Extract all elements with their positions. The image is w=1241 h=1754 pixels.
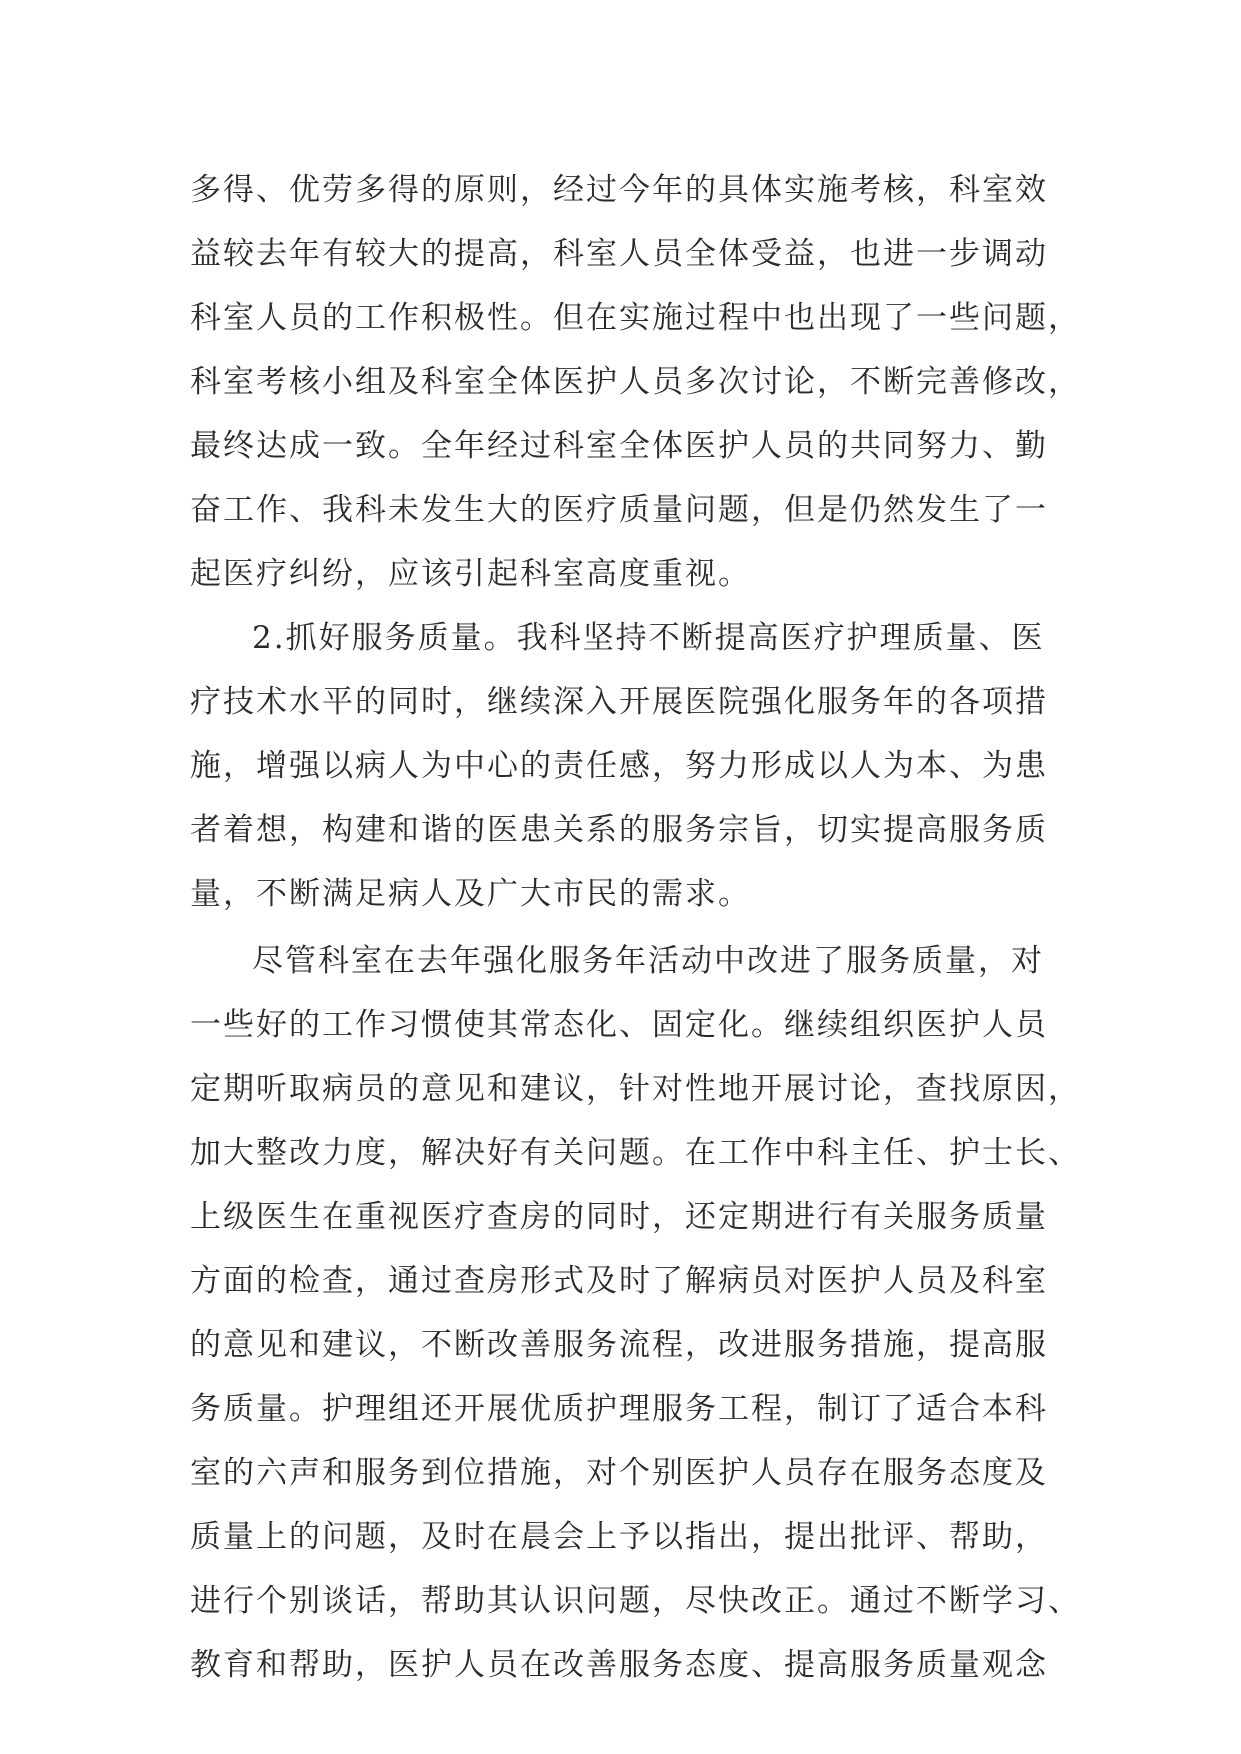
text-line: 量，不断满足病人及广大市民的需求。: [190, 876, 751, 912]
text-line: 益较去年有较大的提高，科室人员全体受益，也进一步调动: [190, 236, 1048, 272]
text-line: 科室考核小组及科室全体医护人员多次讨论，不断完善修改，: [190, 364, 1081, 400]
text-line: 疗技术水平的同时，继续深入开展医院强化服务年的各项措: [190, 684, 1048, 720]
text-line: 质量上的问题，及时在晨会上予以指出，提出批评、帮助，: [190, 1519, 1048, 1555]
text-line: 科室人员的工作积极性。但在实施过程中也出现了一些问题，: [190, 300, 1081, 336]
text-line: 者着想，构建和谐的医患关系的服务宗旨，切实提高服务质: [190, 812, 1048, 848]
text-line: 进行个别谈话，帮助其认识问题，尽快改正。通过不断学习、: [190, 1583, 1081, 1619]
text-line: 施，增强以病人为中心的责任感，努力形成以人为本、为患: [190, 748, 1048, 784]
text-line: 教育和帮助，医护人员在改善服务态度、提高服务质量观念: [190, 1647, 1048, 1683]
document-body: [190, 158, 1090, 1697]
text-line: 一些好的工作习惯使其常态化、固定化。继续组织医护人员: [190, 1007, 1048, 1043]
paragraph-start-line: 尽管科室在去年强化服务年活动中改进了服务质量，对: [252, 943, 1044, 979]
text-line: 定期听取病员的意见和建议，针对性地开展讨论，查找原因，: [190, 1071, 1081, 1107]
text-line: 方面的检查，通过查房形式及时了解病员对医护人员及科室: [190, 1263, 1048, 1299]
text-line: 最终达成一致。全年经过科室全体医护人员的共同努力、勤: [190, 428, 1048, 464]
text-line: 奋工作、我科未发生大的医疗质量问题，但是仍然发生了一: [190, 492, 1048, 528]
text-line: 的意见和建议，不断改善服务流程，改进服务措施，提高服: [190, 1327, 1048, 1363]
text-line: 加大整改力度，解决好有关问题。在工作中科主任、护士长、: [190, 1135, 1081, 1171]
paragraph-start-line: 2.抓好服务质量。我科坚持不断提高医疗护理质量、医: [252, 620, 1045, 656]
text-line: 起医疗纠纷，应该引起科室高度重视。: [190, 556, 751, 592]
text-line: 室的六声和服务到位措施，对个别医护人员存在服务态度及: [190, 1455, 1048, 1491]
text-line: 上级医生在重视医疗查房的同时，还定期进行有关服务质量: [190, 1199, 1048, 1235]
text-line: 多得、优劳多得的原则，经过今年的具体实施考核，科室效: [190, 172, 1048, 208]
text-line: 务质量。护理组还开展优质护理服务工程，制订了适合本科: [190, 1391, 1048, 1427]
